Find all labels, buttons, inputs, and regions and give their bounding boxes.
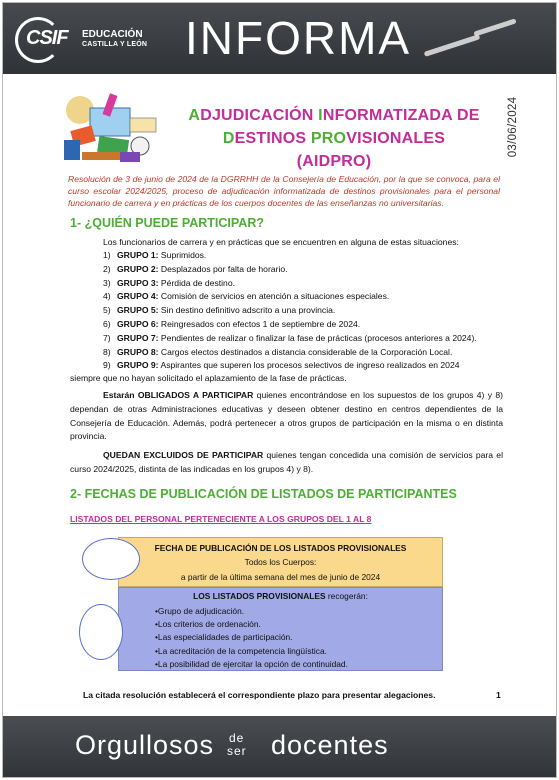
- group-label: GRUPO 8:: [117, 346, 159, 357]
- org-name-line2: CASTILLA Y LEÓN: [82, 41, 148, 48]
- group-text: Desplazados por falta de horario.: [158, 263, 288, 274]
- list-item: •Los criterios de ordenación.: [155, 619, 261, 630]
- group-number: 2): [103, 263, 111, 274]
- list-item: [103, 318, 503, 332]
- group-text: Pendientes de realizar o finalizar la fase de prácticas (procesos anteriores a 2024).: [158, 332, 477, 343]
- box1-heading: FECHA DE PUBLICACIÓN DE LOS LISTADOS PROVISIONALES: [154, 543, 407, 553]
- slogan-part2: docentes: [271, 730, 389, 760]
- list-item: [103, 304, 503, 318]
- group-number: 5): [103, 305, 111, 316]
- org-name-line1: EDUCACIÓN: [82, 29, 143, 40]
- list-item: [103, 290, 503, 304]
- chalk-stick-decoration: [473, 18, 516, 36]
- group-label: GRUPO 2:: [117, 263, 159, 274]
- list-item: [103, 346, 503, 360]
- group-text: Suprimidos.: [158, 250, 207, 260]
- document-title-line2: [184, 127, 484, 173]
- box2-heading: [119, 591, 442, 601]
- group-text: Comisión de servicios en atención a situaciones especiales.: [158, 291, 390, 302]
- section1-title: 1- ¿QUIÉN PUEDE PARTICIPAR?: [70, 216, 264, 230]
- group-label: GRUPO 7:: [117, 332, 159, 343]
- group-text: Pérdida de destino.: [158, 277, 235, 288]
- title-initial: PRO: [310, 130, 347, 147]
- list-item: [103, 332, 503, 346]
- list-item: [103, 263, 503, 277]
- group-label: GRUPO 1:: [117, 250, 159, 260]
- title-word: DJUDICACIÓN: [200, 107, 319, 124]
- header-title: INFORMA: [185, 12, 412, 64]
- excluidos-text: quienes tengan concedida una comisión de servicios para el curso 2024/2025, distinta de las indicadas en los grupos 4) y 8).: [70, 450, 503, 474]
- slogan-ser: ser: [227, 744, 247, 758]
- footer-banner: [3, 716, 556, 777]
- document-title: [184, 104, 484, 173]
- diagram-circle-top: [82, 538, 140, 580]
- slogan-de: de: [229, 731, 245, 745]
- section2-subtitle: LISTADOS DEL PERSONAL PERTENECIENTE A LOS GRUPOS DEL 1 AL 8: [70, 514, 372, 524]
- excluidos-bold: QUEDAN EXCLUIDOS DE PARTICIPAR: [103, 450, 264, 460]
- group-label: GRUPO 4:: [117, 291, 159, 302]
- box2-heading-text: recogerán:: [325, 591, 368, 601]
- publication-date-box: [118, 537, 443, 587]
- section1-lead: Los funcionarios de carrera y en prácticas que se encuentren en alguna de estas situaciones:: [103, 237, 459, 247]
- obligados-paragraph: [70, 389, 503, 444]
- slogan-part1: Orgullosos: [75, 730, 215, 760]
- list-item: •Las especialidades de participación.: [155, 632, 293, 643]
- title-initial: I: [318, 107, 323, 124]
- group-number: 8): [103, 346, 111, 357]
- group-text: Cargos electos destinados a distancia considerable de la Corporación Local.: [158, 346, 453, 357]
- education-illustration: [60, 88, 162, 168]
- group-text: Reingresados con efectos 1 de septiembre de 2024.: [158, 318, 361, 329]
- document-title-line1: [184, 104, 484, 127]
- box2-items: [155, 605, 348, 671]
- group-label: GRUPO 6:: [117, 318, 159, 329]
- group9-continuation: siempre que no hayan solicitado el aplazamiento de la fase de prácticas.: [70, 373, 347, 383]
- list-item: [103, 277, 503, 291]
- header-banner: [3, 3, 556, 74]
- group-number: 6): [103, 318, 111, 329]
- page-number: 1: [496, 690, 501, 700]
- section2-title: 2- FECHAS DE PUBLICACIÓN DE LISTADOS DE PARTICIPANTES: [70, 487, 457, 501]
- group-text: Sin destino definitivo adscrito a una provincia.: [158, 305, 336, 316]
- obligados-text: quienes encontrándose en los supuestos de los grupos 4) y 8) dependan de otras Administraciones educativas y deseen obtener destino en centros dependientes de la Consejería de Educación. Además, podrá pertenecer a otros grupos de participación en la misma o en distinta provincia.: [70, 390, 503, 442]
- list-item: [103, 249, 503, 263]
- group-text: Aspirantes que superen los procesos selectivos de ingreso realizados en 2024: [158, 360, 460, 371]
- excluidos-paragraph: [70, 449, 503, 477]
- groups-list: [103, 249, 503, 373]
- box1-line2: Todos los Cuerpos:: [244, 557, 317, 567]
- list-item: •La acreditación de la competencia lingüística.: [155, 645, 327, 656]
- title-initial: A: [188, 107, 201, 124]
- intro-resolution: Resolución de 3 de junio de 2024 de la DGRRHH de la Consejería de Educación, por la que se convoca, para el curso escolar 2024/2025, proceso de adjudicación informatizada de destinos provisionales para el personal funcionario de carrera y en prácticas de los cuerpos docentes de las enseñanzas no universitarias.: [68, 174, 500, 208]
- group-label: GRUPO 5:: [117, 305, 159, 316]
- csif-logo-text: CSIF: [26, 27, 68, 49]
- list-item: •Grupo de adjudicación.: [155, 606, 245, 616]
- title-word: VISIONALES (AIDPRO): [296, 130, 446, 170]
- diagram-circle-bottom: [79, 604, 123, 660]
- document-date: [496, 92, 530, 162]
- title-word: NFORMATIZADA DE: [322, 107, 480, 124]
- group-number: 1): [103, 250, 111, 260]
- listings-content-box: [118, 587, 443, 671]
- group-label: GRUPO 9:: [117, 360, 159, 371]
- chalk-stick-decoration: [424, 34, 481, 57]
- title-initial: D: [222, 130, 235, 147]
- box2-heading-bold: LOS LISTADOS PROVISIONALES: [193, 591, 326, 601]
- obligados-bold: Estarán OBLIGADOS A PARTICIPAR: [103, 390, 254, 400]
- box1-line3: a partir de la última semana del mes de junio de 2024: [180, 572, 381, 582]
- group-number: 3): [103, 277, 111, 288]
- document-date-text: 03/06/2024: [507, 96, 519, 158]
- alegaciones-note: La citada resolución establecerá el correspondiente plazo para presentar alegaciones.: [83, 690, 436, 700]
- list-item: •La posibilidad de ejercitar la opción de continuidad.: [155, 658, 348, 669]
- group-number: 9): [103, 360, 111, 371]
- group-number: 4): [103, 291, 111, 302]
- group-label: GRUPO 3:: [117, 277, 159, 288]
- group-number: 7): [103, 332, 111, 343]
- title-word: ESTINOS: [234, 130, 311, 147]
